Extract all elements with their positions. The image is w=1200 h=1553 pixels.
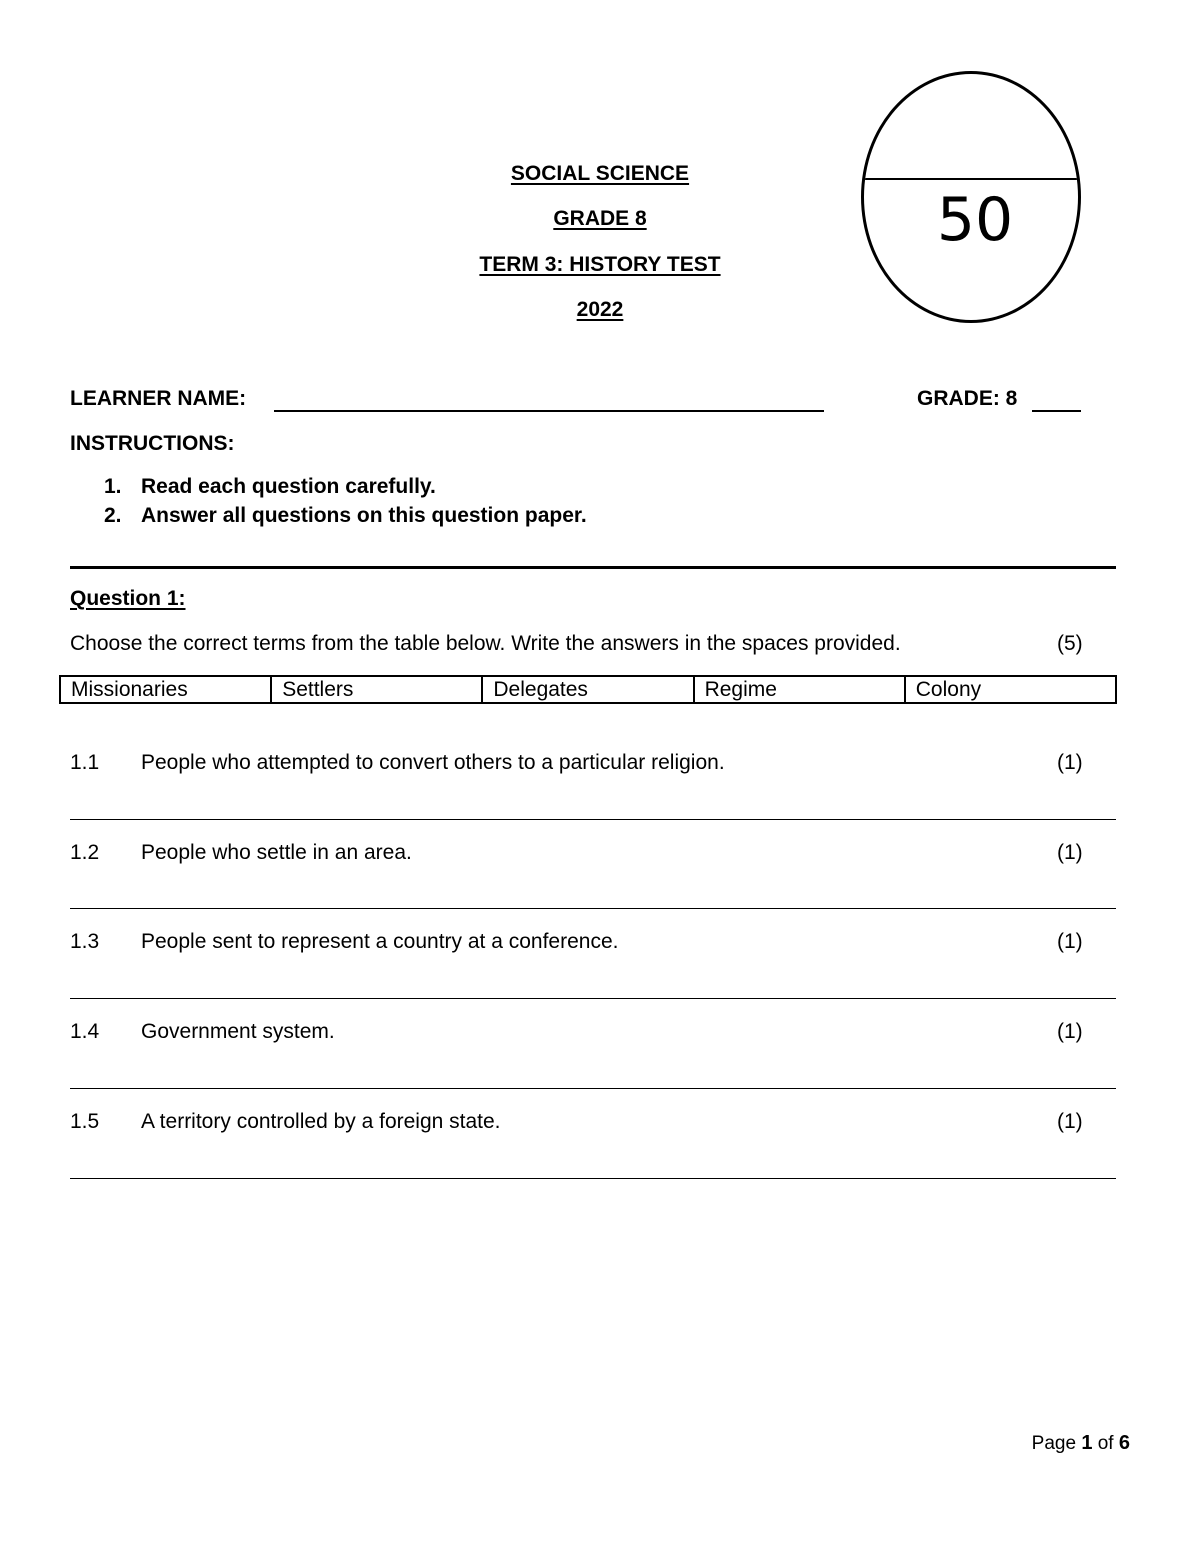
item-number: 1.4 [70,1020,100,1043]
answer-line[interactable] [70,998,1116,999]
item-number: 1.1 [70,751,100,774]
section-divider [70,566,1116,569]
page-number [1032,1432,1130,1455]
learner-name-label: LEARNER NAME: [70,387,247,410]
grade-label: GRADE: 8 [917,387,1018,410]
item-question: People who settle in an area. [141,841,412,864]
grade-class-blank[interactable] [1032,410,1081,412]
instructions-list [104,472,587,530]
item-number: 1.2 [70,841,100,864]
term-cell: Regime [694,676,905,703]
item-question: A territory controlled by a foreign state. [141,1110,501,1133]
score-circle [861,71,1081,323]
item-marks: (1) [1057,751,1083,774]
page-current: 1 [1081,1432,1093,1454]
item-question: Government system. [141,1020,335,1043]
item-marks: (1) [1057,1020,1083,1043]
term-cell: Missionaries [60,676,271,703]
grade-title: GRADE 8 [553,207,647,230]
test-title: TERM 3: HISTORY TEST [479,253,721,276]
of-word: of [1097,1433,1114,1454]
score-divider [864,178,1078,180]
item-question: People sent to represent a country at a conference. [141,930,619,953]
instructions-heading: INSTRUCTIONS: [70,432,235,455]
question-1-heading: Question 1: [70,587,186,610]
instruction-item [104,501,587,530]
term-cell: Settlers [271,676,482,703]
year-title: 2022 [576,298,624,321]
item-number: 1.3 [70,930,100,953]
answer-line[interactable] [70,908,1116,909]
item-marks: (1) [1057,930,1083,953]
item-question: People who attempted to convert others to a particular religion. [141,751,725,774]
page-total: 6 [1118,1432,1130,1454]
subject-title: SOCIAL SCIENCE [510,162,690,185]
item-number: 1.5 [70,1110,100,1133]
page-word: Page [1031,1433,1077,1454]
instruction-number: 1. [104,474,122,498]
question-1-marks: (5) [1057,632,1083,655]
learner-name-blank[interactable] [274,410,824,412]
item-marks: (1) [1057,841,1083,864]
instruction-item [104,472,587,501]
answer-line[interactable] [70,819,1116,820]
answer-line[interactable] [70,1088,1116,1089]
instruction-text: Read each question carefully. [141,474,436,498]
term-cell: Colony [905,676,1116,703]
instruction-number: 2. [104,503,122,527]
instruction-text: Answer all questions on this question paper. [141,503,587,527]
question-1-prompt: Choose the correct terms from the table below. Write the answers in the spaces provided. [70,632,901,655]
score-total: 50 [936,185,1014,255]
item-marks: (1) [1057,1110,1083,1133]
terms-table [59,675,1117,704]
answer-line[interactable] [70,1178,1116,1179]
term-cell: Delegates [482,676,693,703]
